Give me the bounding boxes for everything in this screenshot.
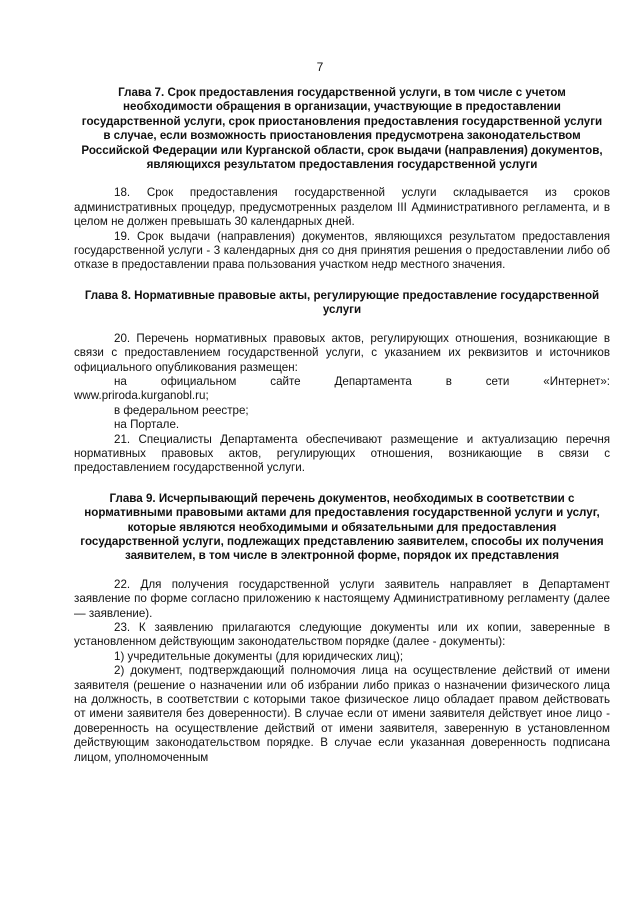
paragraph-21: 21. Специалисты Департамента обеспечивают размещение и актуализацию перечня нормативных правовых актов, регулирующих отношения, возникающие в связи с предоставлением государственной услуги. [74,432,610,475]
chapter-9-heading: Глава 9. Исчерпывающий перечень документов, необходимых в соответствии с нормативными правовыми актами для предоставления государственной услуги и услуг, которые являются необходимыми и обязательными для предоставления государственной услуги, подлежащих представлению заявителем, способы их получения заявителем, в том числе в электронной форме, порядок их представления [80,491,604,563]
paragraph-23-item-1: 1) учредительные документы (для юридических лиц); [114,649,404,663]
paragraph-20-portal: на Портале. [114,418,180,432]
paragraph-18: 18. Срок предоставления государственной услуги складывается из сроков административных процедур, предусмотренных разделом III Административного регламента, и в целом не должен превышать 30 календарных дней. [74,186,610,229]
paragraph-23: 23. К заявлению прилагаются следующие документы или их копии, заверенные в установленном действующим законодательством порядке (далее - документы): [74,621,610,649]
paragraph-19: 19. Срок выдачи (направления) документов, являющихся результатом предоставления государственной услуги - 3 календарных дня со дня принятия решения о предоставлении либо об отказе в предоставлении права пользования участком недр местного значения. [74,229,610,272]
paragraph-20-registry: в федеральном реестре; [114,403,249,417]
document-body [74,86,610,765]
chapter-8-heading: Глава 8. Нормативные правовые акты, регулирующие предоставление государственной услуги [84,288,600,317]
paragraph-22: 22. Для получения государственной услуги заявитель направляет в Департамент заявление по форме согласно приложению к настоящему Административному регламенту (далее — заявление). [74,577,610,620]
site-url-link[interactable]: www.priroda.kurganobl.ru; [74,389,209,403]
paragraph-20: 20. Перечень нормативных правовых актов, регулирующих отношения, возникающие в связи с предоставлением государственной услуги, с указанием их реквизитов и источников официального опубликования размещен: [74,331,610,374]
paragraph-23-item-2: 2) документ, подтверждающий полномочия лица на осуществление действий от имени заявителя (решение о назначении или об избрании либо приказ о назначении физического лица на должность, в соответствии с которыми такое физическое лицо обладает правом действовать от имени заявителя без доверенности). В случае если от имени заявителя действует иное лицо - доверенность на осуществление действий от имени заявителя, заверенную в установленном действующим законодательством порядке. В случае если указанная доверенность подписана лицом, уполномоченным [74,664,610,764]
chapter-7-heading: Глава 7. Срок предоставления государственной услуги, в том числе с учетом необходимости обращения в организации, участвующие в предоставлении государственной услуги, срок приостановления предоставления государственной услуги в случае, если возможность приостановления предусмотрена законодательством Российской Федерации или Курганской области, срок выдачи (направления) документов, являющихся результатом предоставления государственной услуги [81,86,603,172]
page-number: 7 [316,60,324,74]
paragraph-20-site: на официальном сайте Департамента в сети «Интернет»: [114,374,610,388]
